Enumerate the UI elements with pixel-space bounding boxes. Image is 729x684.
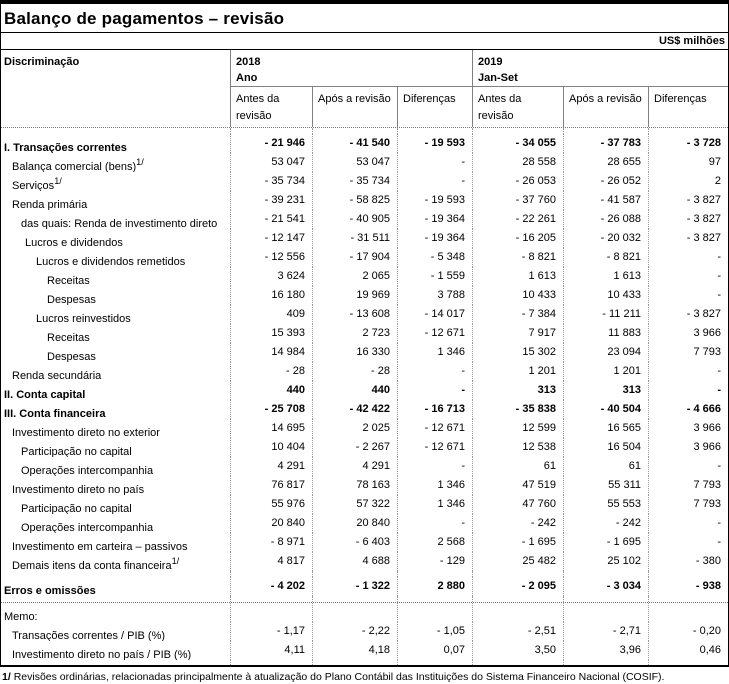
row-label-cell — [1, 552, 230, 571]
row-label-cell — [1, 514, 230, 533]
row-label: III. Conta financeira — [4, 407, 106, 419]
value-cell: - 1 322 — [312, 577, 397, 596]
value-cell: 440 — [312, 381, 397, 400]
spacer-row — [1, 660, 728, 665]
value-cell: - 12 147 — [230, 229, 312, 248]
value-cell: 16 565 — [563, 419, 648, 438]
value-cell: 16 330 — [312, 343, 397, 362]
value-cell: - 58 825 — [312, 191, 397, 210]
table-row — [1, 381, 728, 400]
page-title: Balanço de pagamentos – revisão — [1, 4, 728, 33]
value-cell: 28 558 — [472, 153, 563, 172]
value-cell: 3,96 — [563, 641, 648, 660]
row-label-cell — [1, 641, 230, 660]
row-label-cell — [1, 324, 230, 343]
row-label: Operações intercompanhia — [21, 464, 154, 476]
row-label-cell — [1, 577, 230, 596]
value-cell: - 3 827 — [648, 305, 728, 324]
row-label-cell — [1, 400, 230, 419]
table-row — [1, 476, 728, 495]
value-cell: - 3 034 — [563, 577, 648, 596]
value-cell: 3,50 — [472, 641, 563, 660]
value-cell — [648, 603, 728, 622]
row-label-cell — [1, 343, 230, 362]
value-cell: 12 538 — [472, 438, 563, 457]
value-cell: - 1 559 — [397, 267, 472, 286]
value-cell: 14 984 — [230, 343, 312, 362]
value-cell: 55 553 — [563, 495, 648, 514]
row-label-cell — [1, 495, 230, 514]
value-cell: 55 311 — [563, 476, 648, 495]
row-label-cell — [1, 286, 230, 305]
row-label-cell — [1, 533, 230, 552]
group-span-label: Ano — [236, 72, 258, 84]
table-row — [1, 267, 728, 286]
value-cell: - — [648, 362, 728, 381]
row-label: Receitas — [47, 274, 90, 286]
row-label: Lucros e dividendos — [25, 236, 123, 248]
table-row — [1, 324, 728, 343]
table-row — [1, 495, 728, 514]
value-cell: - 3 827 — [648, 191, 728, 210]
value-cell: - 39 231 — [230, 191, 312, 210]
value-cell: - 41 540 — [312, 134, 397, 153]
value-cell: - — [648, 286, 728, 305]
value-cell: 28 655 — [563, 153, 648, 172]
value-cell: - — [648, 248, 728, 267]
value-cell: - 22 261 — [472, 210, 563, 229]
value-cell: - 129 — [397, 552, 472, 571]
value-cell: - 0,20 — [648, 622, 728, 641]
value-cell: - 13 608 — [312, 305, 397, 324]
row-label: Transações correntes / PIB (%) — [12, 629, 166, 641]
row-label: Memo: — [4, 610, 38, 622]
value-cell: - 34 055 — [472, 134, 563, 153]
table-row — [1, 438, 728, 457]
table-row — [1, 577, 728, 596]
row-label: Despesas — [47, 350, 96, 362]
value-cell: - — [648, 381, 728, 400]
value-cell: - 28 — [312, 362, 397, 381]
value-cell: - 40 504 — [563, 400, 648, 419]
row-label: Participação no capital — [21, 502, 132, 514]
row-label-cell — [1, 457, 230, 476]
value-cell: - 19 364 — [397, 210, 472, 229]
value-cell: 4 291 — [230, 457, 312, 476]
subheader-apos-2019: Após a revisão — [563, 87, 648, 127]
value-cell: - — [648, 514, 728, 533]
value-cell: 4,18 — [312, 641, 397, 660]
value-cell: 1 201 — [472, 362, 563, 381]
balance-of-payments-table — [1, 49, 728, 667]
table-row — [1, 552, 728, 571]
table-row — [1, 210, 728, 229]
value-cell: 14 695 — [230, 419, 312, 438]
value-cell: - 2,71 — [563, 622, 648, 641]
value-cell: - 19 593 — [397, 134, 472, 153]
footnote — [0, 667, 729, 684]
value-cell: - 4 202 — [230, 577, 312, 596]
value-cell: - — [397, 362, 472, 381]
row-label: Lucros reinvestidos — [36, 312, 131, 324]
table-row — [1, 362, 728, 381]
value-cell: - 2,51 — [472, 622, 563, 641]
value-cell: - 2 267 — [312, 438, 397, 457]
row-label: Operações intercompanhia — [21, 521, 154, 533]
value-cell: - — [397, 172, 472, 191]
subheader-antes-2019: Antes da revisão — [472, 87, 563, 127]
value-cell: 1 346 — [397, 495, 472, 514]
value-cell: - — [397, 153, 472, 172]
row-label-cell — [1, 229, 230, 248]
value-cell: 11 883 — [563, 324, 648, 343]
value-cell: 15 302 — [472, 343, 563, 362]
value-cell: - 3 827 — [648, 210, 728, 229]
value-cell: - 26 053 — [472, 172, 563, 191]
table-row — [1, 419, 728, 438]
value-cell: - — [397, 457, 472, 476]
value-cell: 7 793 — [648, 495, 728, 514]
value-cell: 20 840 — [312, 514, 397, 533]
value-cell: 16 180 — [230, 286, 312, 305]
value-cell: - 19 593 — [397, 191, 472, 210]
value-cell: 47 519 — [472, 476, 563, 495]
value-cell: - 28 — [230, 362, 312, 381]
subheader-diferencas-2019: Diferenças — [648, 87, 728, 127]
row-label-cell — [1, 248, 230, 267]
value-cell: - 1 695 — [472, 533, 563, 552]
table-row — [1, 229, 728, 248]
table-row — [1, 305, 728, 324]
row-label: I. Transações correntes — [4, 141, 127, 153]
group-period: 2019 — [478, 56, 503, 68]
value-cell: - 16 713 — [397, 400, 472, 419]
value-cell: - 1,17 — [230, 622, 312, 641]
value-cell: 4 688 — [312, 552, 397, 571]
value-cell: - 21 946 — [230, 134, 312, 153]
row-label-cell — [1, 191, 230, 210]
value-cell: 53 047 — [312, 153, 397, 172]
value-cell: - 3 728 — [648, 134, 728, 153]
value-cell: 3 966 — [648, 438, 728, 457]
value-cell: 12 599 — [472, 419, 563, 438]
value-cell: 20 840 — [230, 514, 312, 533]
value-cell — [397, 603, 472, 622]
value-cell: - 25 708 — [230, 400, 312, 419]
footnote-marker: 1/ — [2, 671, 11, 683]
value-cell: - 2 095 — [472, 577, 563, 596]
value-cell: - — [397, 381, 472, 400]
value-cell: - 37 783 — [563, 134, 648, 153]
row-label-cell — [1, 603, 230, 622]
value-cell: 10 404 — [230, 438, 312, 457]
row-label: Despesas — [47, 293, 96, 305]
value-cell: 2 723 — [312, 324, 397, 343]
value-cell: - 37 760 — [472, 191, 563, 210]
subheader-apos-2018: Após a revisão — [312, 87, 397, 127]
value-cell: 10 433 — [563, 286, 648, 305]
value-cell: - 17 904 — [312, 248, 397, 267]
row-label: Serviços — [12, 179, 55, 191]
subheader-antes-2018: Antes da revisão — [230, 87, 312, 127]
value-cell: - 31 511 — [312, 229, 397, 248]
row-label: Lucros e dividendos remetidos — [36, 255, 186, 267]
footnote-ref: 1/ — [54, 176, 62, 186]
column-group-2019 — [472, 50, 728, 87]
value-cell: - 20 032 — [563, 229, 648, 248]
row-label-cell — [1, 622, 230, 641]
table-row — [1, 533, 728, 552]
value-cell: 25 102 — [563, 552, 648, 571]
value-cell: - 12 671 — [397, 438, 472, 457]
subheader-diferencas-2018: Diferenças — [397, 87, 472, 127]
value-cell: - — [397, 514, 472, 533]
value-cell: 97 — [648, 153, 728, 172]
row-label: Investimento em carteira – passivos — [12, 540, 188, 552]
value-cell: 1 346 — [397, 343, 472, 362]
value-cell: 313 — [472, 381, 563, 400]
value-cell — [563, 603, 648, 622]
row-label-cell — [1, 381, 230, 400]
value-cell: 3 966 — [648, 324, 728, 343]
value-cell: 2 065 — [312, 267, 397, 286]
row-label-cell — [1, 134, 230, 153]
value-cell: 3 966 — [648, 419, 728, 438]
value-cell: 16 504 — [563, 438, 648, 457]
value-cell: 3 788 — [397, 286, 472, 305]
value-cell: - 2,22 — [312, 622, 397, 641]
table-row — [1, 400, 728, 419]
value-cell: - 8 821 — [472, 248, 563, 267]
row-label: Investimento direto no país — [12, 483, 145, 495]
value-cell: - 35 838 — [472, 400, 563, 419]
value-cell: - 40 905 — [312, 210, 397, 229]
footnote-ref: 1/ — [171, 556, 180, 566]
row-label: Investimento direto no exterior — [12, 426, 160, 438]
table-row — [1, 514, 728, 533]
row-label: Balança comercial (bens) — [12, 160, 137, 172]
footnote-ref: 1/ — [136, 157, 144, 167]
value-cell: 409 — [230, 305, 312, 324]
value-cell: - 5 348 — [397, 248, 472, 267]
table-row — [1, 457, 728, 476]
value-cell: 3 624 — [230, 267, 312, 286]
value-cell: 47 760 — [472, 495, 563, 514]
value-cell: 55 976 — [230, 495, 312, 514]
value-cell: - — [648, 267, 728, 286]
value-cell: 0,46 — [648, 641, 728, 660]
value-cell: 19 969 — [312, 286, 397, 305]
value-cell: 4 291 — [312, 457, 397, 476]
value-cell — [312, 603, 397, 622]
value-cell: - 1,05 — [397, 622, 472, 641]
table-row — [1, 172, 728, 191]
value-cell: 0,07 — [397, 641, 472, 660]
value-cell: - 12 671 — [397, 419, 472, 438]
row-label: das quais: Renda de investimento direto — [21, 217, 218, 229]
row-label-cell — [1, 267, 230, 286]
value-cell: - 7 384 — [472, 305, 563, 324]
unit-label: US$ milhões — [658, 35, 725, 47]
value-cell: - 12 556 — [230, 248, 312, 267]
value-cell: 10 433 — [472, 286, 563, 305]
table-row — [1, 153, 728, 172]
row-label: Demais itens da conta financeira — [12, 559, 172, 571]
value-cell: - 35 734 — [312, 172, 397, 191]
value-cell: 2 — [648, 172, 728, 191]
value-cell: 23 094 — [563, 343, 648, 362]
value-cell: 440 — [230, 381, 312, 400]
row-label-cell — [1, 362, 230, 381]
table-row — [1, 343, 728, 362]
row-label: Participação no capital — [21, 445, 132, 457]
row-label-cell — [1, 419, 230, 438]
table-row — [1, 134, 728, 153]
table-header — [1, 50, 728, 128]
column-group-2018 — [230, 50, 472, 87]
value-cell: - 42 422 — [312, 400, 397, 419]
value-cell: - 3 827 — [648, 229, 728, 248]
spacer-row — [1, 596, 728, 602]
table-row — [1, 286, 728, 305]
value-cell: - — [648, 457, 728, 476]
value-cell: 1 613 — [563, 267, 648, 286]
value-cell: 15 393 — [230, 324, 312, 343]
value-cell: - 242 — [563, 514, 648, 533]
footnote-text: Revisões ordinárias, relacionadas principalmente à atualização do Plano Contábil das Instituições do Sistema Financeiro Nacional (COSIF). — [13, 671, 665, 683]
value-cell: - 14 017 — [397, 305, 472, 324]
value-cell: - 4 666 — [648, 400, 728, 419]
value-cell — [230, 603, 312, 622]
value-cell: - 242 — [472, 514, 563, 533]
row-label: Renda primária — [12, 198, 88, 210]
value-cell: - 1 695 — [563, 533, 648, 552]
row-label: Renda secundária — [12, 369, 102, 381]
value-cell: - 938 — [648, 577, 728, 596]
value-cell: - 21 541 — [230, 210, 312, 229]
value-cell: 61 — [563, 457, 648, 476]
value-cell: - — [648, 533, 728, 552]
group-period: 2018 — [236, 56, 261, 68]
row-label: Investimento direto no país / PIB (%) — [12, 648, 192, 660]
value-cell: 25 482 — [472, 552, 563, 571]
value-cell: - 26 052 — [563, 172, 648, 191]
value-cell: 7 917 — [472, 324, 563, 343]
row-label-cell — [1, 210, 230, 229]
value-cell: 76 817 — [230, 476, 312, 495]
value-cell: 313 — [563, 381, 648, 400]
value-cell: - 11 211 — [563, 305, 648, 324]
value-cell: 1 201 — [563, 362, 648, 381]
row-label: II. Conta capital — [4, 388, 86, 400]
value-cell: - 16 205 — [472, 229, 563, 248]
table-row — [1, 641, 728, 660]
value-cell: - 19 364 — [397, 229, 472, 248]
value-cell: 57 322 — [312, 495, 397, 514]
group-span-label: Jan-Set — [478, 72, 518, 84]
value-cell: 7 793 — [648, 476, 728, 495]
value-cell: 4 817 — [230, 552, 312, 571]
row-label-cell — [1, 172, 230, 191]
value-cell: 1 613 — [472, 267, 563, 286]
value-cell: 78 163 — [312, 476, 397, 495]
row-label: Erros e omissões — [4, 584, 96, 596]
value-cell — [472, 603, 563, 622]
table-row — [1, 622, 728, 641]
row-label-cell — [1, 153, 230, 172]
value-cell: 2 568 — [397, 533, 472, 552]
value-cell: - 26 088 — [563, 210, 648, 229]
row-label-cell — [1, 305, 230, 324]
column-header-discriminacao: Discriminação — [4, 56, 80, 68]
value-cell: 2 025 — [312, 419, 397, 438]
value-cell: - 12 671 — [397, 324, 472, 343]
value-cell: 61 — [472, 457, 563, 476]
row-label: Receitas — [47, 331, 90, 343]
table-row — [1, 602, 728, 622]
value-cell: - 41 587 — [563, 191, 648, 210]
value-cell: - 8 971 — [230, 533, 312, 552]
value-cell: 1 346 — [397, 476, 472, 495]
value-cell: - 380 — [648, 552, 728, 571]
value-cell: - 8 821 — [563, 248, 648, 267]
value-cell: - 35 734 — [230, 172, 312, 191]
value-cell: 4,11 — [230, 641, 312, 660]
value-cell: 7 793 — [648, 343, 728, 362]
value-cell: 2 880 — [397, 577, 472, 596]
row-label-cell — [1, 438, 230, 457]
row-label-cell — [1, 476, 230, 495]
table-body — [1, 128, 728, 665]
value-cell: - 6 403 — [312, 533, 397, 552]
table-row — [1, 248, 728, 267]
table-row — [1, 191, 728, 210]
value-cell: 53 047 — [230, 153, 312, 172]
